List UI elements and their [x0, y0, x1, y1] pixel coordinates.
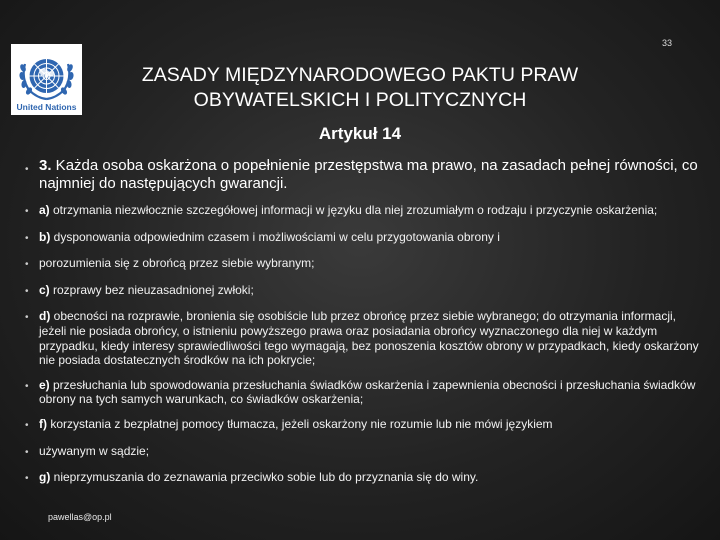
bullet-marker: • — [25, 232, 29, 244]
bullet-marker: • — [25, 473, 29, 485]
list-item — [25, 230, 700, 247]
list-item-text — [39, 470, 700, 485]
bullet-marker: • — [25, 312, 29, 324]
bullet-marker: • — [25, 259, 29, 271]
list-item-prefix: d) — [39, 309, 51, 324]
list-item-body: nieprzymuszania do zeznawania przeciwko sobie lub do przyznania się do winy. — [50, 470, 479, 485]
list-item-body: przesłuchania lub spowodowania przesłuchania świadków oskarżenia i zapewnienia obecności i przesłuchania świadków obrony na tych samych warunkach, co świadków oskarżenia; — [39, 377, 696, 407]
list-item-text — [39, 444, 700, 459]
bullet-marker: • — [25, 380, 29, 392]
bullet-marker: • — [25, 419, 29, 431]
bullet-marker: • — [25, 285, 29, 297]
list-item-body: dysponowania odpowiednim czasem i możliwościami w celu przygotowania obrony i — [50, 229, 500, 244]
list-item-prefix: a) — [39, 203, 50, 217]
list-item — [25, 378, 700, 407]
list-item — [25, 203, 700, 220]
list-item-text — [39, 230, 700, 245]
list-item-body: porozumienia się z obrońcą przez siebie wybranym; — [39, 256, 315, 271]
list-item-body: używanym w sądzie; — [39, 443, 150, 458]
list-item-text — [39, 283, 700, 298]
main-point-text — [39, 157, 700, 193]
list-item — [25, 417, 700, 434]
main-point-body: Każda osoba oskarżona o popełnienie przestępstwa ma prawo, na zasadach pełnej równości, co najmniej do następujących gwarancji. — [39, 157, 698, 192]
list-item — [25, 256, 700, 273]
list-item-prefix: g) — [39, 470, 51, 485]
list-item-body: obecności na rozprawie, bronienia się osobiście lub przez obrońcę przez siebie wybranego; do otrzymania informacji, jeżeli nie posiada obrońcy, o istnieniu powyższego prawa oraz posiadania obrońcy wyznaczonego dla niej w każdym przypadku, kiedy interesy sprawiedliwości tego wymagają, bez ponoszenia kosztów obrony w przypadkach, kiedy oskarżony nie posiada dostatecznych środków na ich pokrycie; — [39, 309, 699, 368]
svg-text:United Nations: United Nations — [16, 102, 77, 112]
list-item-body: korzystania z bezpłatnej pomocy tłumacza, jeżeli oskarżony nie rozumie lub nie mówi językiem — [47, 416, 553, 431]
list-item-prefix: b) — [39, 229, 51, 244]
list-item-text — [39, 378, 700, 407]
slide-title — [70, 63, 650, 113]
bullet-marker: • — [25, 164, 29, 175]
list-item-text — [39, 203, 700, 218]
list-item — [25, 309, 700, 367]
main-point-prefix: 3. — [39, 157, 52, 174]
list-item — [25, 470, 700, 487]
article-heading: Artykuł 14 — [318, 124, 402, 143]
list-item-text — [39, 417, 700, 432]
main-point — [25, 157, 700, 193]
title-line-1: ZASADY MIĘDZYNARODOWEGO PAKTU PRAW — [141, 64, 579, 86]
list-item — [25, 283, 700, 300]
list-item-prefix: e) — [39, 377, 50, 392]
bullet-list — [25, 157, 700, 497]
list-item-body: rozprawy bez nieuzasadnionej zwłoki; — [49, 282, 254, 297]
list-item-prefix: f) — [39, 416, 47, 431]
footer-email: pawellas@op.pl — [48, 512, 112, 522]
list-item-prefix: c) — [39, 282, 50, 297]
list-item-text — [39, 309, 700, 367]
bullet-marker: • — [25, 446, 29, 458]
list-item — [25, 444, 700, 461]
list-item-body: otrzymania niezwłocznie szczegółowej informacji w języku dla niej zrozumiałym o rodzaju i przyczynie oskarżenia; — [49, 203, 658, 217]
title-line-2: OBYWATELSKICH I POLITYCZNYCH — [193, 89, 527, 111]
list-item-text — [39, 256, 700, 271]
bullet-marker: • — [25, 206, 29, 217]
page-number: 33 — [661, 38, 672, 48]
